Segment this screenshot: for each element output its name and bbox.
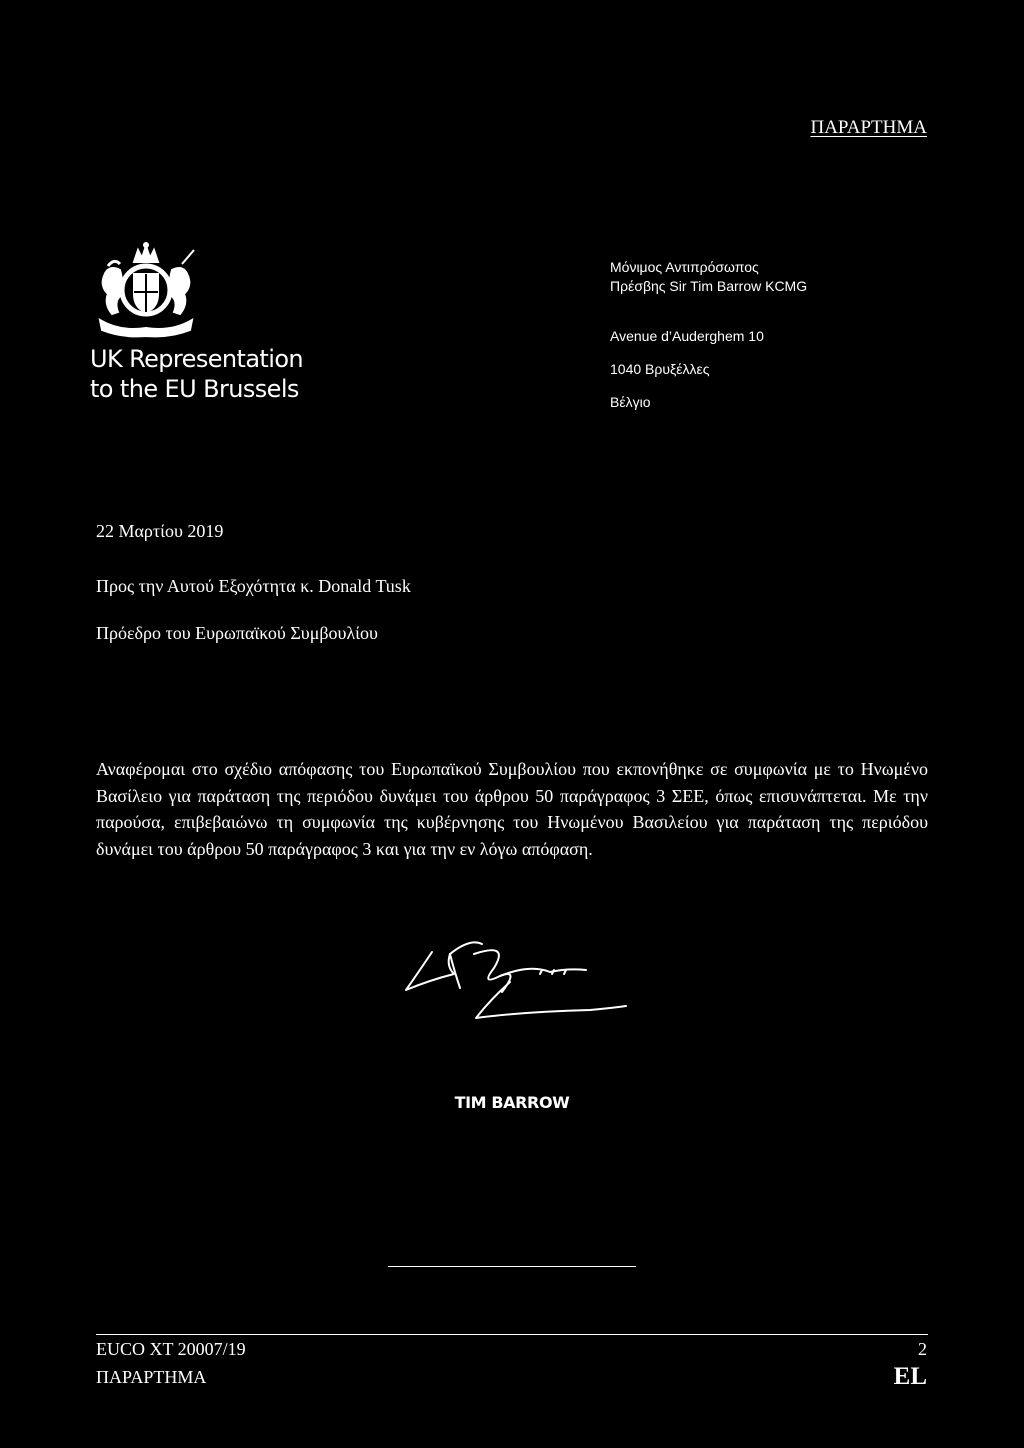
address-country: Βέλγιο: [610, 394, 651, 410]
address-city: 1040 Βρυξέλλες: [610, 361, 710, 377]
organization-name: [90, 344, 303, 404]
sender-title: Μόνιμος Αντιπρόσωπος: [610, 259, 759, 275]
letter-body: Αναφέρομαι στο σχέδιο απόφασης του Ευρωπαϊκού Συμβουλίου που εκπονήθηκε σε συμφωνία με το Ηνωμένο Βασίλειο για παράταση της περιόδου δυνάμει του άρθρου 50 παράγραφος 3 ΣΕΕ, όπως επισυνάπτεται. Με την παρούσα, επιβεβαιώνω τη συμφωνία της κυβέρνησης του Ηνωμένου Βασιλείου για παράταση της περιόδου δυνάμει του άρθρου 50 παράγραφος 3 και για την εν λόγω απόφαση.: [96, 759, 928, 859]
address-street: Avenue d’Auderghem 10: [610, 328, 764, 344]
footer-divider: [96, 1334, 928, 1335]
recipient-role: Πρόεδρο του Ευρωπαϊκού Συμβουλίου: [96, 623, 378, 643]
annex-heading: ΠΑΡΑΡΤΗΜΑ: [810, 117, 927, 138]
organization-name-line2: to the EU Brussels: [90, 375, 299, 403]
document-reference: EUCO XT 20007/19: [96, 1339, 246, 1359]
recipient-name: Προς την Αυτού Εξοχότητα κ. Donald Tusk: [96, 576, 411, 596]
organization-name-line1: UK Representation: [90, 345, 304, 373]
handwritten-signature: [390, 930, 630, 1026]
language-code: EL: [893, 1363, 927, 1390]
page-number: 2: [918, 1339, 927, 1359]
divider: [388, 1266, 636, 1267]
royal-coat-of-arms-logo: [90, 240, 202, 340]
signatory-name: TIM BARROW: [454, 1093, 570, 1112]
sender-name: Πρέσβης Sir Tim Barrow KCMG: [610, 278, 808, 294]
letter-date: 22 Μαρτίου 2019: [96, 521, 224, 541]
footer-annex-label: ΠΑΡΑΡΤΗΜΑ: [96, 1367, 207, 1387]
